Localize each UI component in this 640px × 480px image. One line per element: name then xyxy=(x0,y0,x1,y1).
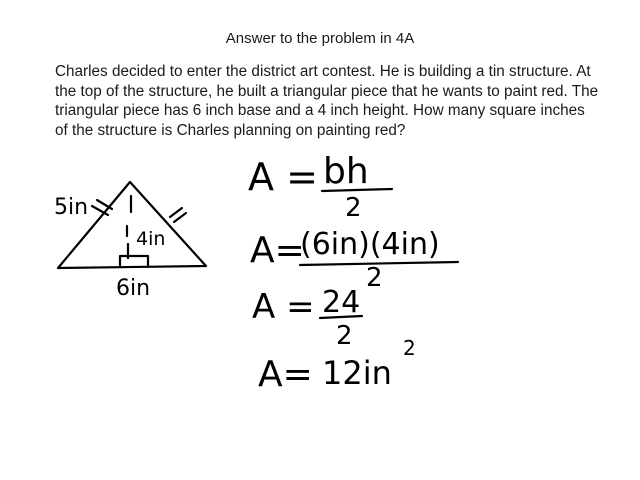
right-angle-marker xyxy=(120,256,148,267)
triangle-diagram xyxy=(54,182,206,301)
answer-lhs: A= xyxy=(258,354,313,395)
page-title: Answer to the problem in 4A xyxy=(225,30,415,47)
height-label: 4in xyxy=(136,228,166,250)
answer-exponent: 2 xyxy=(403,336,416,360)
formula-denominator: 2 xyxy=(345,193,362,223)
step2-lhs: A = xyxy=(252,287,315,327)
step1-denominator: 2 xyxy=(366,263,383,293)
step2-denominator: 2 xyxy=(336,321,353,351)
step2-numerator: 24 xyxy=(322,285,361,320)
step1-lhs: A= xyxy=(250,230,305,271)
right-side-ticks xyxy=(170,208,186,222)
substitution-line xyxy=(250,227,458,293)
problem-text: Charles decided to enter the district art contest. He is building a tin structure. At the top of the structure, he built a triangular piece that he wants to paint red. The triangular piece has 6 inch base and a 4 inch height. How many square inches of the structure is Charles planning on painting red? xyxy=(55,63,599,139)
step1-numerator: (6in)(4in) xyxy=(300,227,440,262)
left-side-ticks xyxy=(92,200,112,215)
side-label: 5in xyxy=(54,195,89,220)
formula-numerator: bh xyxy=(323,151,369,192)
formula-line xyxy=(248,151,392,223)
height-line xyxy=(127,196,131,258)
formula-lhs: A = xyxy=(248,155,318,199)
answer-value: 12in xyxy=(322,354,392,392)
simplify-line xyxy=(252,285,362,351)
base-label: 6in xyxy=(116,276,151,301)
